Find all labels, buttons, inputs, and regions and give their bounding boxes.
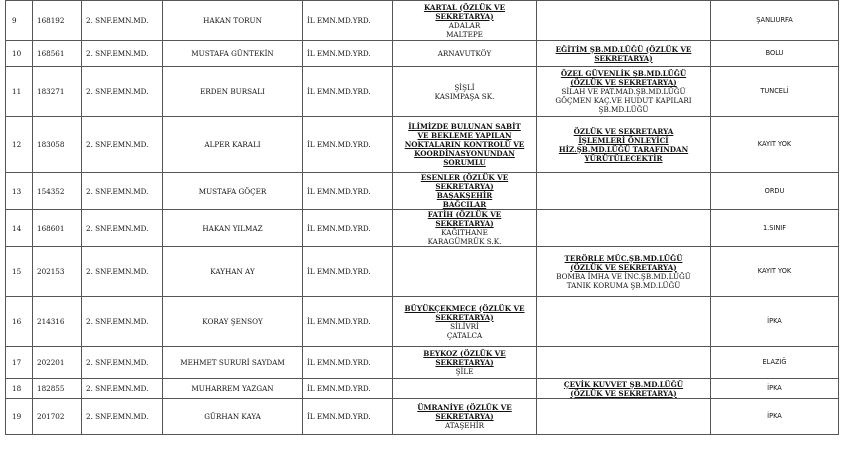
previous-post: İPKA bbox=[711, 379, 839, 399]
rank-grade: 2. SNF.EMN.MD. bbox=[82, 117, 163, 173]
table-row bbox=[6, 117, 839, 173]
assignment-heading: SEKRETARYA) bbox=[435, 219, 494, 228]
rank-grade: 2. SNF.EMN.MD. bbox=[82, 399, 163, 435]
assignment-line: ŞİŞLİ bbox=[454, 82, 475, 92]
assignment-heading: BÜYÜKÇEKMECE (ÖZLÜK VE bbox=[404, 303, 525, 313]
assignment-heading: SEKRETARYA) bbox=[435, 312, 494, 322]
person-name: HAKAN TORUN bbox=[163, 1, 303, 41]
table-row bbox=[6, 399, 839, 435]
district-assignments bbox=[393, 1, 537, 41]
previous-post: TUNCELİ bbox=[711, 67, 839, 117]
assignment-line: KASIMPAŞA SK. bbox=[434, 91, 495, 101]
rank-grade: 2. SNF.EMN.MD. bbox=[82, 67, 163, 117]
assignment-heading: SEKRETARYA) bbox=[435, 182, 494, 191]
department-assignments bbox=[537, 379, 711, 399]
person-name: KAYHAN AY bbox=[163, 247, 303, 297]
assignment-line: ŞB.MD.LÜĞÜ bbox=[598, 105, 649, 114]
row-number: 19 bbox=[6, 399, 33, 435]
row-number: 15 bbox=[6, 247, 33, 297]
registry-number: 183058 bbox=[33, 117, 82, 173]
previous-post: İPKA bbox=[711, 297, 839, 347]
table-row bbox=[6, 297, 839, 347]
registry-number: 168561 bbox=[33, 41, 82, 67]
assignment-line: SİLAH VE PAT.MAD.ŞB.MD.LÜĞÜ bbox=[561, 87, 686, 96]
rank-grade: 2. SNF.EMN.MD. bbox=[82, 41, 163, 67]
registry-number: 154352 bbox=[33, 173, 82, 210]
assignment-heading: ÜMRANİYE (ÖZLÜK VE bbox=[417, 403, 512, 412]
rank-grade: 2. SNF.EMN.MD. bbox=[82, 247, 163, 297]
position-title: İL EMN.MD.YRD. bbox=[303, 210, 393, 247]
department-assignments bbox=[537, 210, 711, 247]
row-number: 16 bbox=[6, 297, 33, 347]
assignment-heading: SEKRETARYA) bbox=[435, 358, 494, 367]
table-row bbox=[6, 67, 839, 117]
person-name: MUSTAFA GÜNTEKİN bbox=[163, 41, 303, 67]
person-name: MEHMET SURURİ SAYDAM bbox=[163, 347, 303, 379]
registry-number: 201702 bbox=[33, 399, 82, 435]
registry-number: 168601 bbox=[33, 210, 82, 247]
rank-grade: 2. SNF.EMN.MD. bbox=[82, 297, 163, 347]
assignment-line: ADALAR bbox=[448, 20, 481, 30]
assignment-heading: BEYKOZ (ÖZLÜK VE bbox=[423, 349, 506, 358]
position-title: İL EMN.MD.YRD. bbox=[303, 347, 393, 379]
position-title: İL EMN.MD.YRD. bbox=[303, 1, 393, 41]
previous-post: BOLU bbox=[711, 41, 839, 67]
table-row bbox=[6, 247, 839, 297]
assignment-heading: BAŞAKŞEHİR bbox=[436, 191, 493, 200]
row-number: 14 bbox=[6, 210, 33, 247]
department-assignments bbox=[537, 41, 711, 67]
assignment-heading: ÇEVİK KUVVET ŞB.MD.LÜĞÜ bbox=[563, 379, 684, 389]
department-assignments bbox=[537, 247, 711, 297]
person-name: ERDEN BURSALI bbox=[163, 67, 303, 117]
rank-grade: 2. SNF.EMN.MD. bbox=[82, 210, 163, 247]
assignment-heading: HİZ.ŞB.MD.LÜĞÜ TARAFINDAN bbox=[558, 144, 689, 154]
assignment-line: KARAGÜMRÜK S.K. bbox=[427, 237, 502, 246]
previous-post: ORDU bbox=[711, 173, 839, 210]
person-name: GÜRHAN KAYA bbox=[163, 399, 303, 435]
previous-post: ELAZIĞ bbox=[711, 347, 839, 379]
position-title: İL EMN.MD.YRD. bbox=[303, 247, 393, 297]
assignment-heading: ESENLER (ÖZLÜK VE bbox=[420, 173, 509, 182]
assignment-line: KAĞITHANE bbox=[441, 228, 488, 237]
person-name: MUHARREM YAZGAN bbox=[163, 379, 303, 399]
registry-number: 182855 bbox=[33, 379, 82, 399]
department-assignments bbox=[537, 399, 711, 435]
rank-grade: 2. SNF.EMN.MD. bbox=[82, 379, 163, 399]
district-assignments bbox=[393, 399, 537, 435]
assignment-heading: SORUMLU bbox=[443, 158, 486, 167]
district-assignments bbox=[393, 247, 537, 297]
district-assignments bbox=[393, 347, 537, 379]
table-row bbox=[6, 41, 839, 67]
assignment-heading: KOORDİNASYONUNDAN bbox=[414, 149, 515, 158]
department-assignments bbox=[537, 1, 711, 41]
table-row bbox=[6, 210, 839, 247]
assignment-heading: BAĞCILAR bbox=[442, 200, 487, 209]
assignment-line: ARNAVUTKÖY bbox=[437, 49, 492, 58]
department-assignments bbox=[537, 117, 711, 173]
assignment-heading: ÖZLÜK VE SEKRETARYA bbox=[573, 126, 674, 136]
assignment-heading: İŞLEMLERİ ÖNLEYİCİ bbox=[578, 135, 669, 145]
assignment-heading: İLİMİZDE BULUNAN SABİT bbox=[408, 122, 521, 131]
assignment-line: MALTEPE bbox=[446, 29, 483, 39]
assignment-heading: TERÖRLE MÜC.ŞB.MD.LÜĞÜ bbox=[564, 253, 683, 263]
district-assignments bbox=[393, 67, 537, 117]
table-row bbox=[6, 173, 839, 210]
assignment-line: ÇATALCA bbox=[446, 330, 483, 340]
assignment-heading: VE BEKLEME YAPILAN bbox=[417, 131, 512, 140]
person-name: HAKAN YILMAZ bbox=[163, 210, 303, 247]
registry-number: 202201 bbox=[33, 347, 82, 379]
previous-post: İPKA bbox=[711, 399, 839, 435]
assignment-line: GÖÇMEN KAÇ.VE HUDUT KAPILARI bbox=[555, 96, 692, 105]
row-number: 18 bbox=[6, 379, 33, 399]
assignment-line: ATAŞEHİR bbox=[444, 421, 485, 430]
position-title: İL EMN.MD.YRD. bbox=[303, 297, 393, 347]
person-name: ALPER KARALI bbox=[163, 117, 303, 173]
rank-grade: 2. SNF.EMN.MD. bbox=[82, 173, 163, 210]
assignment-line: ŞİLE bbox=[455, 367, 474, 376]
department-assignments bbox=[537, 67, 711, 117]
assignment-heading: FATİH (ÖZLÜK VE bbox=[427, 210, 502, 219]
previous-post: 1.SINIF bbox=[711, 210, 839, 247]
registry-number: 202153 bbox=[33, 247, 82, 297]
personnel-assignment-table bbox=[5, 0, 839, 435]
assignment-heading: YÜRÜTÜLECEKTİR bbox=[584, 153, 663, 163]
row-number: 13 bbox=[6, 173, 33, 210]
row-number: 9 bbox=[6, 1, 33, 41]
district-assignments bbox=[393, 297, 537, 347]
assignment-heading: SEKRETARYA) bbox=[435, 11, 494, 21]
row-number: 12 bbox=[6, 117, 33, 173]
previous-post: KAYIT YOK bbox=[711, 247, 839, 297]
assignment-line: SİLİVRİ bbox=[450, 321, 479, 331]
rank-grade: 2. SNF.EMN.MD. bbox=[82, 347, 163, 379]
position-title: İL EMN.MD.YRD. bbox=[303, 399, 393, 435]
position-title: İL EMN.MD.YRD. bbox=[303, 173, 393, 210]
assignment-heading: (ÖZLÜK VE SEKRETARYA) bbox=[570, 262, 677, 272]
position-title: İL EMN.MD.YRD. bbox=[303, 379, 393, 399]
assignment-heading: (ÖZLÜK VE SEKRETARYA) bbox=[570, 388, 677, 398]
previous-post: KAYIT YOK bbox=[711, 117, 839, 173]
assignment-line: TANIK KORUMA ŞB.MD.LÜĞÜ bbox=[566, 280, 681, 290]
assignment-heading: SEKRETARYA) bbox=[594, 53, 653, 63]
row-number: 10 bbox=[6, 41, 33, 67]
assignment-heading: SEKRETARYA) bbox=[435, 412, 494, 421]
position-title: İL EMN.MD.YRD. bbox=[303, 117, 393, 173]
table-body bbox=[6, 1, 839, 435]
previous-post: ŞANLIURFA bbox=[711, 1, 839, 41]
registry-number: 183271 bbox=[33, 67, 82, 117]
department-assignments bbox=[537, 297, 711, 347]
row-number: 11 bbox=[6, 67, 33, 117]
district-assignments bbox=[393, 379, 537, 399]
assignment-line: BOMBA İMHA VE İNC.ŞB.MD.LÜĞÜ bbox=[556, 271, 691, 281]
table-row bbox=[6, 347, 839, 379]
district-assignments bbox=[393, 173, 537, 210]
assignment-heading: (ÖZLÜK VE SEKRETARYA) bbox=[570, 78, 677, 87]
district-assignments bbox=[393, 210, 537, 247]
department-assignments bbox=[537, 347, 711, 379]
assignment-heading: NOKTALARIN KONTROLÜ VE bbox=[404, 140, 525, 149]
row-number: 17 bbox=[6, 347, 33, 379]
position-title: İL EMN.MD.YRD. bbox=[303, 41, 393, 67]
person-name: MUSTAFA GÖÇER bbox=[163, 173, 303, 210]
assignment-heading: EĞİTİM ŞB.MD.LÜĞÜ (ÖZLÜK VE bbox=[555, 44, 692, 54]
registry-number: 168192 bbox=[33, 1, 82, 41]
table-row bbox=[6, 1, 839, 41]
registry-number: 214316 bbox=[33, 297, 82, 347]
assignment-heading: KARTAL (ÖZLÜK VE bbox=[423, 2, 506, 12]
table-row bbox=[6, 379, 839, 399]
rank-grade: 2. SNF.EMN.MD. bbox=[82, 1, 163, 41]
district-assignments bbox=[393, 41, 537, 67]
district-assignments bbox=[393, 117, 537, 173]
assignment-heading: ÖZEL GÜVENLİK ŞB.MD.LÜĞÜ bbox=[560, 69, 687, 78]
position-title: İL EMN.MD.YRD. bbox=[303, 67, 393, 117]
department-assignments bbox=[537, 173, 711, 210]
person-name: KORAY ŞENSOY bbox=[163, 297, 303, 347]
